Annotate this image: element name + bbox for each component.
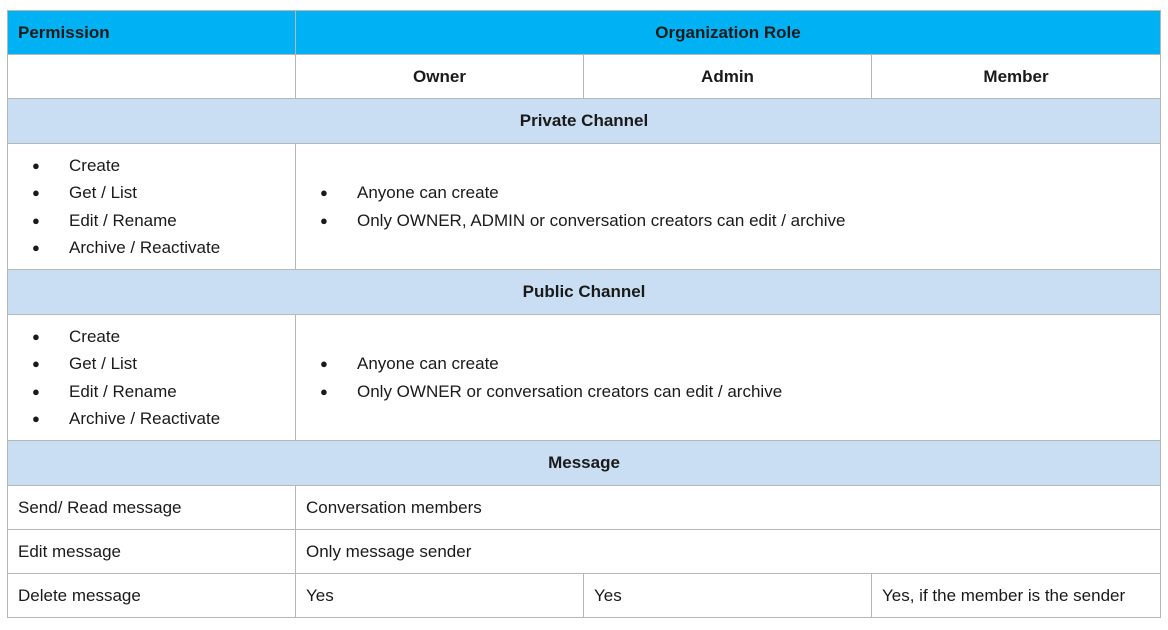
role-member-header: Member (872, 55, 1161, 99)
public-channel-row (8, 315, 1161, 441)
permission-cell: Delete message (8, 574, 296, 618)
rules-cell (296, 144, 1161, 270)
rules-list (306, 179, 1150, 234)
admin-value-cell: Yes (584, 574, 872, 618)
role-owner-header: Owner (296, 55, 584, 99)
value-cell: Only message sender (296, 530, 1161, 574)
list-item: ● Create (18, 323, 285, 351)
permission-cell: Send/ Read message (8, 486, 296, 530)
permission-header: Permission (8, 11, 296, 55)
list-item: ● Create (18, 152, 285, 180)
section-header-public-channel (8, 270, 1161, 315)
list-item: ● Archive / Reactivate (18, 405, 285, 433)
member-value-cell: Yes, if the member is the sender (872, 574, 1161, 618)
role-admin-header: Admin (584, 55, 872, 99)
table-row (8, 530, 1161, 574)
permission-list (18, 323, 285, 433)
permission-cell: Edit message (8, 530, 296, 574)
list-item: ● Anyone can create (306, 179, 1150, 207)
permission-list-cell (8, 144, 296, 270)
list-item: ● Edit / Rename (18, 378, 285, 406)
section-title: Public Channel (8, 270, 1161, 315)
permissions-table (7, 10, 1161, 618)
list-item: ● Archive / Reactivate (18, 234, 285, 262)
empty-header-cell (8, 55, 296, 99)
list-item: ● Anyone can create (306, 350, 1150, 378)
list-item: ● Edit / Rename (18, 207, 285, 235)
table-row (8, 486, 1161, 530)
list-item: ● Only OWNER, ADMIN or conversation creators can edit / archive (306, 207, 1150, 235)
role-header-row (8, 55, 1161, 99)
owner-value-cell: Yes (296, 574, 584, 618)
section-header-message (8, 441, 1161, 486)
rules-list (306, 350, 1150, 405)
list-item: ● Get / List (18, 350, 285, 378)
table-row (8, 574, 1161, 618)
private-channel-row (8, 144, 1161, 270)
list-item: ● Get / List (18, 179, 285, 207)
permission-list-cell (8, 315, 296, 441)
section-title: Message (8, 441, 1161, 486)
header-row (8, 11, 1161, 55)
section-title: Private Channel (8, 99, 1161, 144)
rules-cell (296, 315, 1161, 441)
value-cell: Conversation members (296, 486, 1161, 530)
organization-role-header: Organization Role (296, 11, 1161, 55)
permission-list (18, 152, 285, 262)
section-header-private-channel (8, 99, 1161, 144)
list-item: ● Only OWNER or conversation creators can edit / archive (306, 378, 1150, 406)
